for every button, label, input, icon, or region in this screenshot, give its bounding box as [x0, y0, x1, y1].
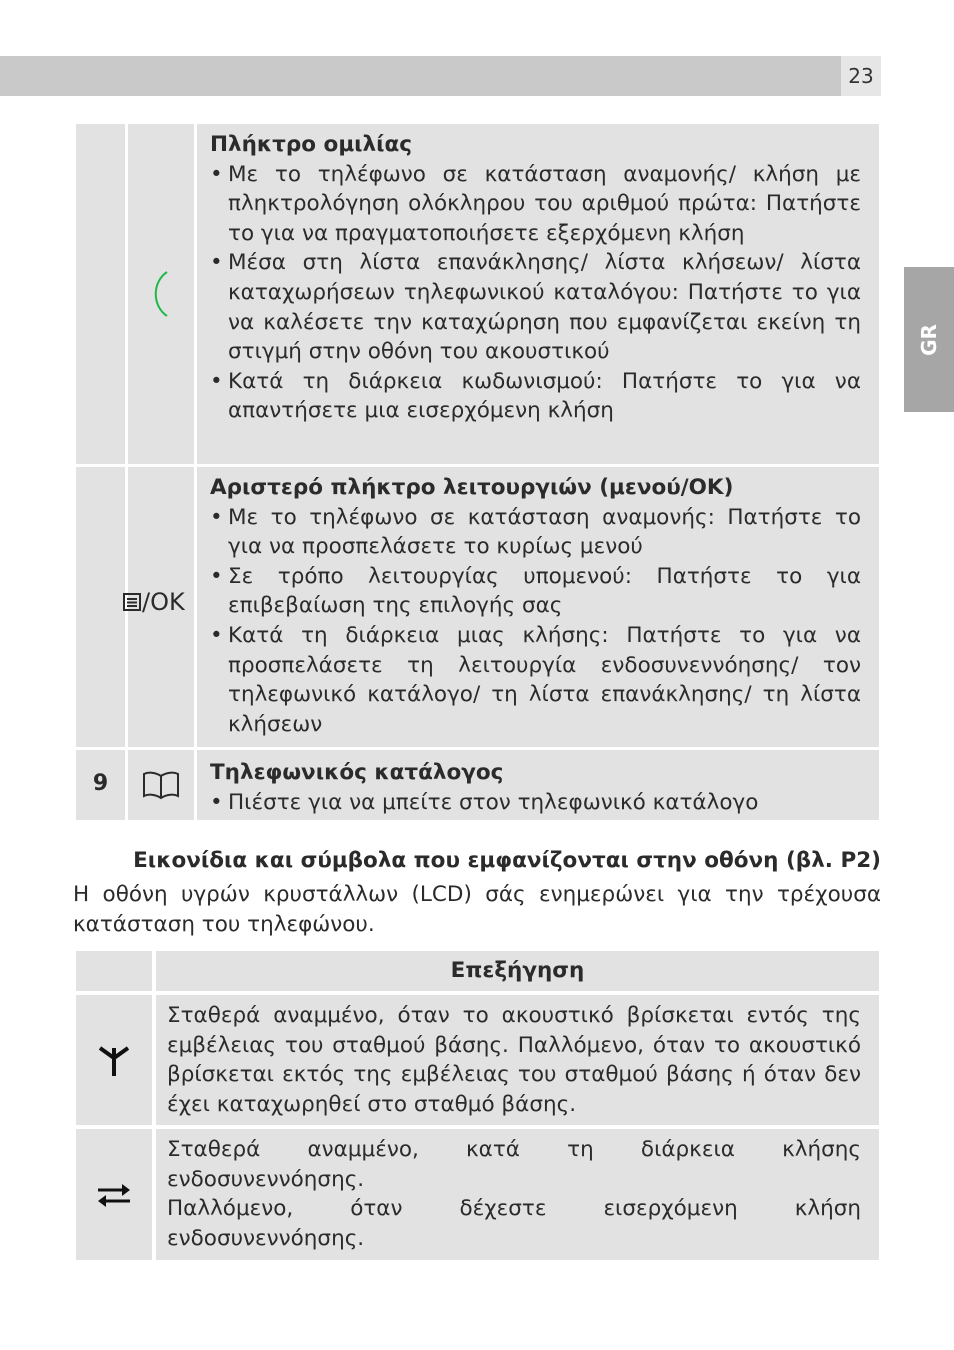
icons-table-header-label: Επεξήγηση — [450, 958, 585, 983]
page-number: 23 — [841, 56, 881, 96]
key-bullet: • Πιέστε για να μπείτε στον τηλεφωνικό κατάλογο — [210, 788, 861, 818]
icon-description: Παλλόμενο, όταν δέχεστε εισερχόμενη κλήση ενδοσυνεννόησης. — [167, 1196, 861, 1252]
icons-table-row-antenna — [76, 995, 879, 1125]
key-number: 9 — [92, 771, 109, 796]
menu-icon — [122, 592, 142, 612]
section-heading: Εικονίδια και σύμβολα που εμφανίζονται στην οθόνη (βλ. P2) — [133, 848, 881, 873]
green-talk-key-icon — [147, 269, 177, 319]
header-bar — [0, 56, 841, 96]
key-bullet: • Μέσα στη λίστα επανάκλησης/ λίστα κλήσεων/ λίστα καταχωρήσεων τηλεφωνικού καταλόγου: Πατήστε το για να καλέσετε την καταχώρηση που εμφανίζεται εκείνη τη στιγμή στην οθόνη του ακουστικού — [210, 248, 861, 366]
key-title: Πλήκτρο ομιλίας — [210, 132, 413, 157]
key-bullet: • Κατά τη διάρκεια μιας κλήσης: Πατήστε το για να προσπελάσετε τη λειτουργία ενδοσυνεννόησης/ τον τηλεφωνικό κατάλογο/ τη λίστα επανάκλησης/ τη λίστα κλήσεων — [210, 621, 861, 739]
key-bullet: • Με το τηλέφωνο σε κατάσταση αναμονής: Πατήστε το για να προσπελάσετε το κυρίως μενού — [210, 503, 861, 562]
key-title: Τηλεφωνικός κατάλογος — [210, 760, 504, 785]
icon-description: Σταθερά αναμμένο, όταν το ακουστικό βρίσκεται εντός της εμβέλειας του σταθμού βάσης. Παλλόμενο, όταν το ακουστικό βρίσκεται εκτός της εμβέλειας του σταθμού βάσης ή όταν δεν έχει καταχωρηθεί στο σταθμό βάσης. — [167, 1003, 861, 1118]
icons-table-row-intercom — [76, 1129, 879, 1260]
key-row-phonebook — [76, 750, 879, 820]
icons-table-header — [76, 951, 879, 991]
intercom-icon — [94, 1180, 134, 1210]
intro-paragraph: Η οθόνη υγρών κρυστάλλων (LCD) σάς ενημερώνει για την τρέχουσα κατάσταση του τηλεφώνου. — [73, 882, 881, 937]
phonebook-icon — [141, 770, 181, 800]
key-bullet: • Με το τηλέφωνο σε κατάσταση αναμονής/ κλήση με πληκτρολόγηση ολόκληρου του αριθμού πρώτα: Πατήστε το για να πραγματοποιήσετε εξερχόμενη κλήση — [210, 160, 861, 249]
key-bullet: • Κατά τη διάρκεια κωδωνισμού: Πατήστε το για να απαντήσετε μια εισερχόμενη κλήση — [210, 367, 861, 426]
key-row-menu-ok — [76, 467, 879, 747]
menu-ok-label: /OK — [142, 588, 185, 616]
key-title: Αριστερό πλήκτρο λειτουργιών (μενού/OK) — [210, 475, 734, 500]
language-tab — [904, 267, 954, 412]
icon-description: Σταθερά αναμμένο, κατά τη διάρκεια κλήσης ενδοσυνεννόησης. — [167, 1137, 861, 1192]
key-bullet: • Σε τρόπο λειτουργίας υπομενού: Πατήστε το για επιβεβαίωση της επιλογής σας — [210, 562, 861, 621]
antenna-icon — [96, 1042, 132, 1078]
key-row-talk — [76, 124, 879, 464]
language-tab-label: GR — [917, 323, 941, 356]
